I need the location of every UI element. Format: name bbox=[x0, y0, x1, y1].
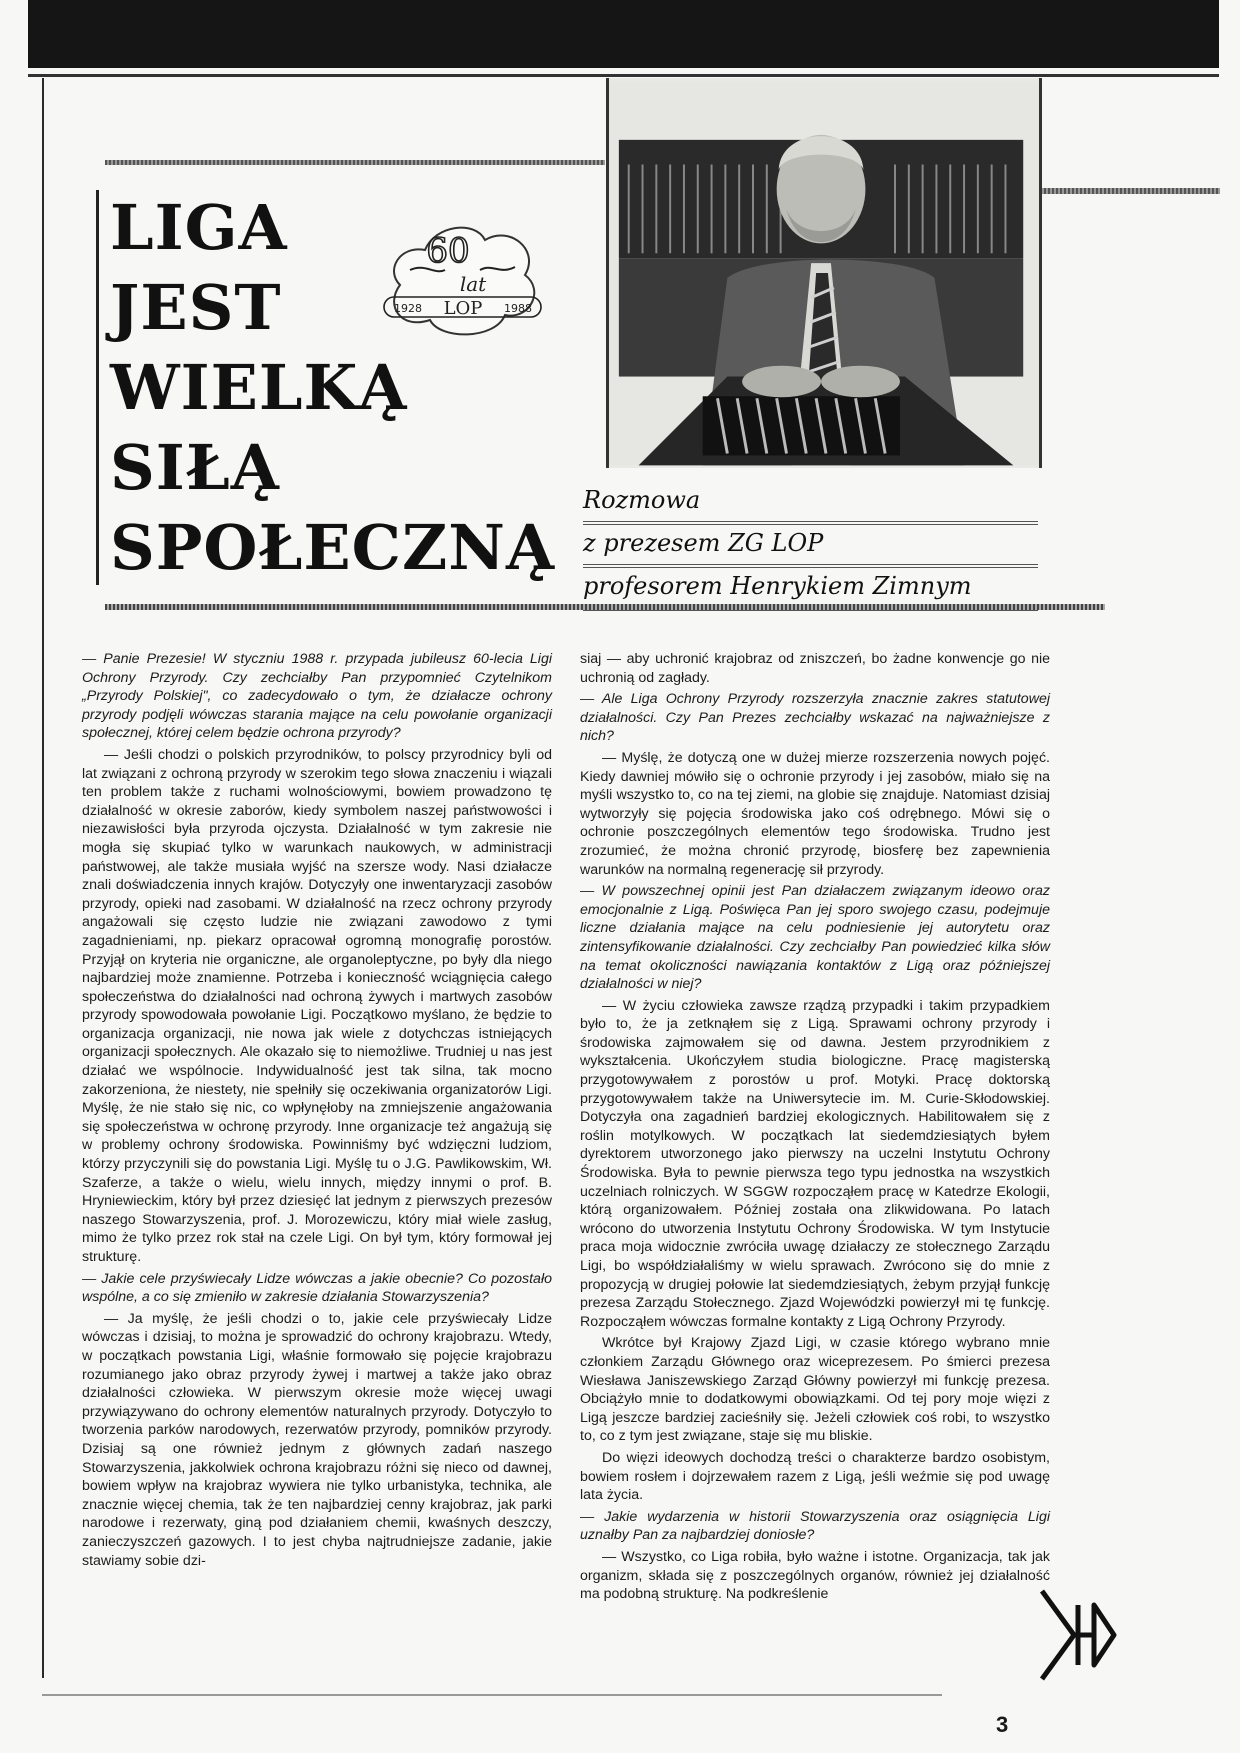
headline-line-3: WIELKĄ bbox=[110, 351, 408, 424]
logo-year-end: 1988 bbox=[504, 302, 532, 315]
logo-org: LOP bbox=[443, 298, 483, 319]
page-number: 3 bbox=[996, 1712, 1009, 1737]
paragraph: — Jakie cele przyświecały Lidze wówczas a jakie obecnie? Co pozostało wspólne, a co się zmieniło w zakresie działania Stowarzyszenia? bbox=[82, 1270, 552, 1306]
paragraph: — Jeśli chodzi o polskich przyrodników, to polscy przyrodnicy byli od lat związani z ochroną przyrody w szerokim tego słowa znaczeniu i wiązali ten problem także z ruchami wolnościowymi, bowiem prowadzono tę działalność w okresie zaborów, kiedy symbolem naszej państwowości i niezawisłości była przyroda ojczysta. Działalność w tym zakresie nie mogła się skupiać tylko w warunkach naukowych, w administracji państwowej, ale także musiała wyjść na szersze wody. Nasi działacze znali doświadczenia innych krajów. Dotyczyły one inwentaryzacji zasobów przyrody, opieki nad zasobami. W działalność na rzecz ochrony przyrody angażowali się często ludzie nie związani zawodowo z tymi zagadnieniami, np. piekarz opracował ogromną monografię porostów. Przyjął on kryteria nie organiczne, ale organoleptyczne, po były dla niego najbardziej może znamienne. Potrzeba i konieczność wciągnięcia całego społeczeństwa do działalności nad ochroną żywych i martwych zasobów przyrody spowodowała powołanie Ligi. Początkowo myślano, że będzie to organizacja organizacji, nie nowa jak wiele z dotychczas istniejących organizacji społecznych. Ale okazało się to niemożliwe. Trudniej u nas jest działać we wspólnocie. Indywidualność jest tak silna, tak mocno zakorzeniona, że niestety, nie spełniły się oczekiwania organizatorów Ligi. Myślę, że nie stało się nic, co wpłynęłoby na zmniejszenie angażowania się społeczeństwa w ochronę przyrody. Inne organizacje też angażują się w problemy ochrony środowiska. Powinniśmy być wdzięczni ludziom, którzy przyczynili się do powstania Ligi. Myślę tu o J.G. Pawlikowskim, Wł. Szaferze, a także o wielu, wielu innych, między innymi o prof. B. Hryniewieckim, który był przez dziesięć lat jednym z pierwszych prezesów naszego Stowarzyszenia, prof. J. Morozewiczu, który miał wiele zasług, mimo że tylko przez rok stał na czele Ligi. On był tym, który formował jej strukturę. bbox=[82, 746, 552, 1265]
paragraph: — Jakie wydarzenia w historii Stowarzyszenia oraz osiągnięcia Ligi uznałby Pan za najbardziej doniosłe? bbox=[580, 1508, 1050, 1544]
paragraph: — Myślę, że dotyczą one w dużej mierze rozszerzenia nowych pojęć. Kiedy dawniej mówiło się o ochronie przyrody i jej zasobów, miało się na myśli wszystko to, co na tej ziemi, na globie się znajduje. Natomiast dzisiaj wytworzyły się pojęcia środowiska jako coś odrębnego. Mówi się o ochronie poszczególnych elementów tego środowiska. Trudno jest zrozumieć, że można chronić przyrodę, biosferę bez zapewnienia warunków na normalną regenerację sił przyrody. bbox=[580, 749, 1050, 878]
paragraph: — W życiu człowieka zawsze rządzą przypadki i takim przypadkiem było to, że ja zetknąłem się z Ligą. Sprawami ochrony przyrody i środowiska zajmowałem się od dawna. Jestem przyrodnikiem z wykształcenia. Ukończyłem studia biologiczne. Pracę magisterską przygotowywałem z porostów u prof. Motyki. Pracę doktorską przygotowywałem także na Uniwersytecie im. M. Curie-Skłodowskiej. Dotyczyła ona zagadnień bardziej ekologicznych. Habilitowałem się z roślin motylkowych. W początkach lat siedemdziesiątych byłem dyrektorem utworzonego jako pierwszy na uczelni Instytutu Ochrony Środowiska. Była to pewnie pierwsza tego typu jednostka na wszystkich uczelniach rolniczych. W SGGW rozpocząłem pracę w Katedrze Ekologii, którą organizowałem. Później została ona zlikwidowana. Po latach wrócono do utworzenia Instytutu Ochrony Środowiska. W tym Instytucie praca moja widocznie zwróciła uwagę działaczy ze stołecznego Zarządu Ligi, bo współdziałaliśmy w wielu sprawach. Zwrócono się do mnie z propozycją w drugiej połowie lat siedemdziesiątych, żebym przyjął funkcję prezesa Zarządu Stołecznego. Zjazd Wojewódzki powierzył mi tę funkcję. Rozpocząłem wówczas formalne kontakty z Ligą Ochrony Przyrody. bbox=[580, 997, 1050, 1330]
paragraph: Do więzi ideowych dochodzą treści o charakterze bardzo osobistym, bowiem rosłem i dojrzewałem razem z Ligą, jeśli weźmie się pod uwagę lata życia. bbox=[580, 1449, 1050, 1504]
left-margin-rule bbox=[42, 78, 44, 1678]
portrait-photo bbox=[606, 78, 1042, 468]
logo-number: 60 bbox=[426, 231, 470, 271]
paragraph: — W powszechnej opinii jest Pan działaczem związanym ideowo oraz emocjonalnie z Ligą. Poświęca Pan jej sporo swojego czasu, podejmuje liczne działania mające na celu podniesienie jej autorytetu oraz zintensyfikowanie działalności. Czy zechciałby Pan powiedzieć kilka słów na temat okoliczności nawiązania kontaktów z Ligą oraz późniejszej działalności w niej? bbox=[580, 883, 1050, 993]
paragraph: Wkrótce był Krajowy Zjazd Ligi, w czasie którego wybrano mnie członkiem Zarządu Głównego oraz wiceprezesem. Po śmierci prezesa Wiesława Janiszewskiego Zarząd Główny powierzył mi funkcję prezesa. Obciążyło mnie to dodatkowymi obowiązkami. Od tej pory moje więzi z Ligą jeszcze bardziej zacieśniły się. Jeżeli człowiek coś robi, to wszystko to, co z tym jest związane, staje się mu bliskie. bbox=[580, 1335, 1050, 1445]
subtitle-line-2: z prezesem ZG LOP bbox=[583, 528, 1038, 568]
paragraph: — Ja myślę, że jeśli chodzi o to, jakie cele przyświecały Lidze wówczas i dzisiaj, to można je sprowadzić do ochrony krajobrazu. Wtedy, w początkach powstania Ligi, właśnie formowało się pojęcie krajobrazu rozumianego jako obraz przyrody żywej i martwej a także jako obraz działalności człowieka. W pierwszym okresie może więcej uwagi przywiązywano do ochrony elementów naturalnych przyrody. Dotyczyło to tworzenia parków narodowych, rezerwatów przyrody, pomników przyrody. Dzisiaj są one również jednym z głównych zadań naszego Stowarzyszenia, jakkolwiek ochrona krajobrazu różni się nieco od dawnej, bowiem wpływ na krajobraz wywiera nie tylko urbanistyka, technika, ale znacznie więcej chemia, tak że ten najbardziej cenny krajobraz, jak parki narodowe i rezerwaty, giną pod działaniem chemii, kwaśnych deszczy, zanieczyszczeń gazowych. I to jest chyba najtrudniejsze zadanie, jakie stawiamy sobie dzi- bbox=[82, 1310, 552, 1569]
title-bottom-rule bbox=[105, 604, 1105, 610]
continue-arrow-icon bbox=[1038, 1585, 1118, 1685]
subtitle bbox=[583, 485, 1038, 614]
title-side-rule bbox=[96, 190, 99, 585]
paragraph: — Panie Prezesie! W styczniu 1988 r. przypada jubileusz 60-lecia Ligi Ochrony Przyrody. Czy zechciałby Pan przypomnieć Czytelnikom „Przyrody Polskiej", co zadecydowało o tym, że działacze ochrony przyrody podjęli wówczas starania mające na celu powołanie organizacji społecznej, której celem będzie ochrona przyrody? bbox=[82, 651, 552, 742]
paragraph: — Wszystko, co Liga robiła, było ważne i istotne. Organizacja, tak jak organizm, składa się z poszczególnych organów, również jej działalność ma podobną strukturę. Na podkreślenie bbox=[580, 1548, 1050, 1603]
top-black-bar bbox=[28, 0, 1219, 68]
right-rule bbox=[1040, 188, 1220, 194]
article-column-right bbox=[580, 650, 1050, 1607]
subtitle-line-3: profesorem Henrykiem Zimnym bbox=[583, 571, 1038, 611]
headline-line-1: LIGA bbox=[110, 191, 288, 264]
article-column-left bbox=[82, 650, 552, 1573]
paragraph: — Ale Liga Ochrony Przyrody rozszerzyła znacznie zakres statutowej działalności. Czy Pan Prezes zechciałby wskazać na najważniejsze z nich? bbox=[580, 691, 1050, 745]
top-rule bbox=[28, 74, 1219, 77]
lop-60-anniversary-logo bbox=[380, 215, 545, 345]
headline-line-2: JEST bbox=[110, 271, 282, 344]
title-top-rule bbox=[105, 160, 605, 165]
logo-word: lat bbox=[459, 272, 487, 296]
logo-year-start: 1928 bbox=[394, 302, 422, 315]
subtitle-line-1: Rozmowa bbox=[583, 485, 1038, 525]
headline-line-5: SPOŁECZNĄ bbox=[110, 511, 556, 584]
headline-line-4: SIŁĄ bbox=[110, 431, 280, 504]
bottom-rule bbox=[42, 1694, 942, 1696]
paragraph: siaj — aby uchronić krajobraz od zniszczeń, bo żadne konwencje go nie uchronią od zagłady. bbox=[580, 651, 1050, 686]
